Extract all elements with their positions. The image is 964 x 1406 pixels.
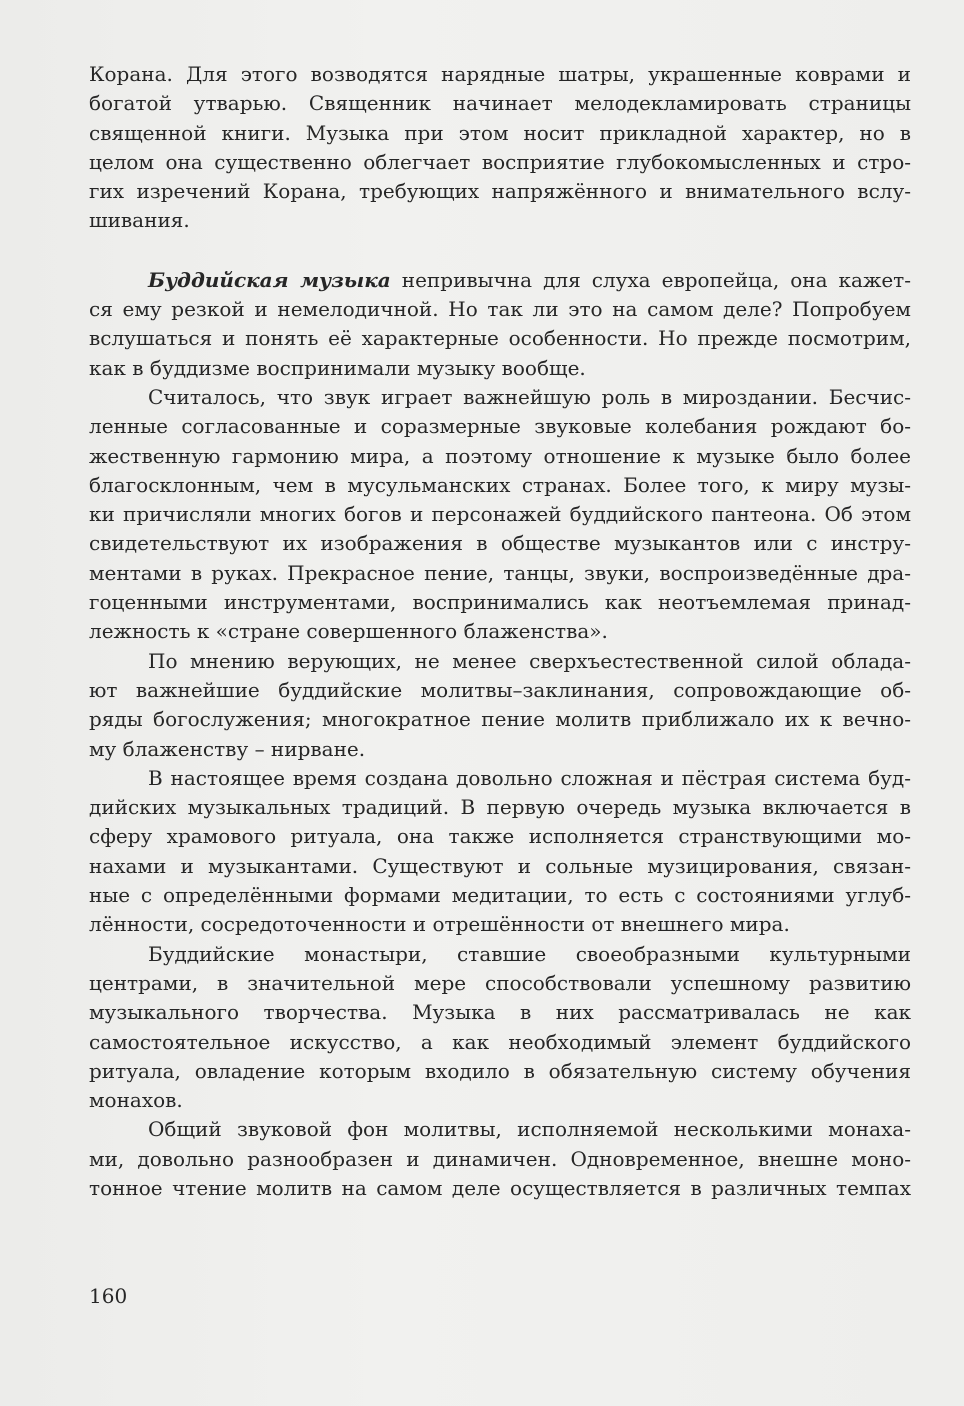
text-line: благосклонным, чем в мусульманских странах. Более того, к миру музы- xyxy=(89,472,911,497)
text-line: ки причисляли многих богов и персонажей буддийского пантеона. Об этом xyxy=(89,502,911,527)
text-line: ленные согласованные и соразмерные звуковые колебания рождают бо- xyxy=(89,414,911,439)
text-line: ют важнейшие буддийские молитвы–заклинания, сопровождающие об- xyxy=(89,677,911,702)
text-line: му блаженству – нирване. xyxy=(89,736,366,761)
text-line: сферу храмового ритуала, она также исполняется странствующими мо- xyxy=(89,824,911,849)
text-line: лежность к «стране совершенного блаженства». xyxy=(89,619,608,644)
paragraph-traditions xyxy=(89,764,911,940)
section-gap xyxy=(89,236,911,266)
text-line: шивания. xyxy=(89,208,190,233)
text-line: Общий звуковой фон молитвы, исполняемой несколькими монаха- xyxy=(148,1117,911,1142)
text-line xyxy=(89,266,911,295)
text-line: ряды богослужения; многократное пение молитв приближало их к вечно- xyxy=(89,707,911,732)
paragraph-quran-recitation xyxy=(89,60,911,236)
paragraph-monasteries xyxy=(89,940,911,1116)
text-line: самостоятельное искусство, а как необходимый элемент буддийского xyxy=(89,1029,911,1054)
text-line: По мнению верующих, не менее сверхъестественной силой облада- xyxy=(148,648,911,673)
paragraph-prayer-soundscape xyxy=(89,1115,911,1203)
text-line: богатой утварью. Священник начинает мелодекламировать страницы xyxy=(89,91,911,116)
text-line: ся ему резкой и немелодичной. Но так ли это на самом деле? Попробуем xyxy=(89,297,911,322)
text-line: тонное чтение молитв на самом деле осуществляется в различных темпах xyxy=(89,1175,911,1200)
text-line: нахами и музыкантами. Существуют и сольные музицирования, связан- xyxy=(89,853,911,878)
text-line: целом она существенно облегчает восприятие глубокомысленных и стро- xyxy=(89,149,911,174)
paragraph-sound-universe xyxy=(89,383,911,647)
text-line: как в буддизме воспринимали музыку вообще. xyxy=(89,355,586,380)
text-line: ми, довольно разнообразен и динамичен. Одновременное, внешне моно- xyxy=(89,1146,911,1171)
text-line: лённости, сосредоточенности и отрешённости от внешнего мира. xyxy=(89,912,790,937)
text-line: В настоящее время создана довольно сложная и пёстрая система буд- xyxy=(148,765,911,790)
text-line: дийских музыкальных традиций. В первую очередь музыка включается в xyxy=(89,795,911,820)
paragraph-prayers xyxy=(89,647,911,764)
text-line: Корана. Для этого возводятся нарядные шатры, украшенные коврами и xyxy=(89,62,911,86)
text-line: свидетельствуют их изображения в обществе музыкантов или с инстру- xyxy=(89,531,911,556)
text-line: гих изречений Корана, требующих напряжённого и внимательного вслу- xyxy=(89,179,911,204)
text-line: Считалось, что звук играет важнейшую роль в мироздании. Бесчис- xyxy=(148,384,911,409)
section-term: Буддийская музыка xyxy=(148,267,391,292)
text-fragment: непривычна для слуха европейца, она кажет- xyxy=(390,267,911,292)
text-line: священной книги. Музыка при этом носит прикладной характер, но в xyxy=(89,120,911,145)
page-number: 160 xyxy=(89,1284,128,1308)
paragraph-buddhist-music xyxy=(89,266,911,383)
text-line: вслушаться и понять её характерные особенности. Но прежде посмотрим, xyxy=(89,326,911,351)
text-line: монахов. xyxy=(89,1088,183,1113)
body-text xyxy=(89,60,911,1203)
text-line: центрами, в значительной мере способствовали успешному развитию xyxy=(89,970,911,995)
text-line: жественную гармонию мира, а поэтому отношение к музыке было более xyxy=(89,443,911,468)
text-line: Буддийские монастыри, ставшие своеобразными культурными xyxy=(148,941,911,966)
text-line: ритуала, овладение которым входило в обязательную систему обучения xyxy=(89,1058,911,1083)
text-line: ные с определёнными формами медитации, то есть с состояниями углуб- xyxy=(89,883,911,908)
text-line: гоценными инструментами, воспринимались как неотъемлемая принад- xyxy=(89,590,911,615)
text-line: музыкального творчества. Музыка в них рассматривалась не как xyxy=(89,1000,911,1025)
text-line: ментами в руках. Прекрасное пение, танцы, звуки, воспроизведённые дра- xyxy=(89,560,911,585)
